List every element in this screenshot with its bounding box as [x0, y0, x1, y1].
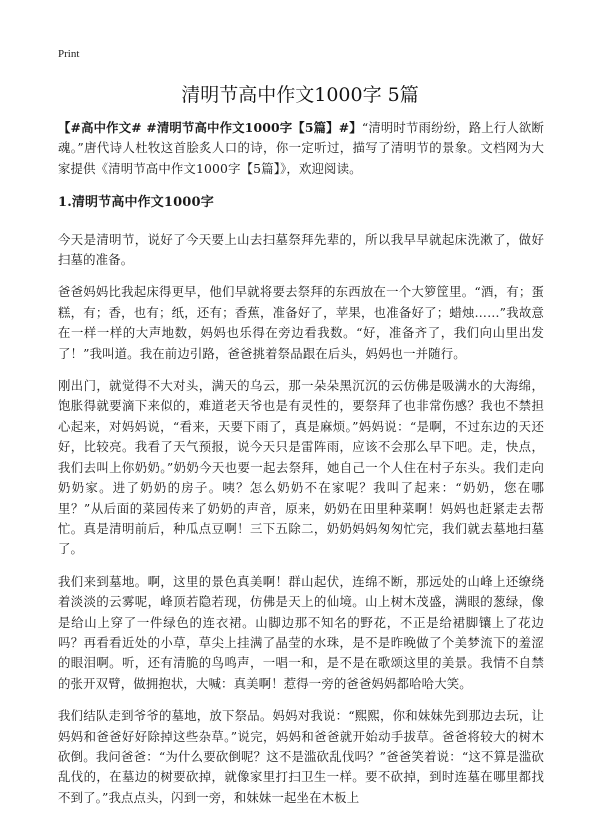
- document-body: [58, 118, 544, 820]
- section-heading: 1.清明节高中作文1000字: [58, 195, 214, 211]
- body-paragraph: 爸爸妈妈比我起床得更早，他们早就将要去祭拜的东西放在一个大箩筐里。“酒，有；蛋糕，有；香，也有；纸，还有；香蕉，准备好了，苹果，也准备好了；蜡烛……”我故意在一样一样的大声地数，妈妈也乐得在旁边看我数。“好，准备齐了，我们向山里出发了！”我叫道。我在前边引路，爸爸挑着祭品跟在后头，妈妈也一并随行。: [58, 284, 544, 361]
- body-paragraph: 刚出门，就觉得不大对头，满天的乌云，那一朵朵黑沉沉的云仿佛是吸满水的大海绵，饱胀得就要滴下来似的，难道老天爷也是有灵性的，要祭拜了也非常伤感？我也不禁担心起来，对妈妈说，“看来，天要下雨了，真是麻烦。”妈妈说：“是啊，不过东边的天还好，比较亮。我看了天气预报，说今天只是雷阵雨，应该不会那么早下吧。走，快点，我们去叫上你奶奶。”奶奶今天也要一起去祭拜，她自己一个人住在村子东头。我们走向奶奶家。进了奶奶的房子。咦？怎么奶奶不在家呢？我叫了起来：“奶奶，您在哪里？”从后面的菜园传来了奶奶的声音，原来，奶奶在田里种菜啊！妈妈也赶紧走去帮忙。真是清明前后，种瓜点豆啊！三下五除二，奶奶妈妈匆匆忙完，我们就去墓地扫墓了。: [58, 378, 544, 557]
- body-paragraph: 我们来到墓地。啊，这里的景色真美啊！群山起伏，连绵不断，那远处的山峰上还缭绕着淡淡的云雾呢，峰顶若隐若现，仿佛是天上的仙境。山上树木茂盛，满眼的葱绿，像是给山上穿了一件绿色的连衣裙。山脚边那不知名的野花，不正是给裙脚镶上了花边吗？再看看近处的小草，草尖上挂满了晶莹的水珠，是不是昨晚做了个美梦流下的羞涩的眼泪啊。听，还有清脆的鸟鸣声，一唱一和，是不是在歌颂这里的美景。我情不自禁的张开双臂，做拥抱状，大喊：真美啊！惹得一旁的爸爸妈妈都哈哈大笑。: [58, 573, 544, 691]
- body-paragraph: 今天是清明节，说好了今天要上山去扫墓祭拜先辈的，所以我早早就起床洗漱了，做好扫墓的准备。: [58, 231, 544, 268]
- intro-tag: 【#高中作文# #清明节高中作文1000字【5篇】#】: [58, 120, 362, 135]
- intro-text: “清明时节雨纷纷，路上行人欲断魂。”唐代诗人杜牧这首脍炙人口的诗，你一定听过，描写了清明节的景象。文档网为大家提供《清明节高中作文1000字【5篇】》，欢迎阅读。: [58, 120, 544, 176]
- body-paragraph: 我们结队走到爷爷的墓地，放下祭品。妈妈对我说：“熙熙，你和妹妹先到那边去玩，让妈妈和爸爸好好除掉这些杂草。”说完，妈妈和爸爸就开始动手拔草。爸爸将较大的树木砍倒。我问爸爸：“为什么要砍倒呢？这不是滥砍乱伐吗？”爸爸笑着说：“这不算是滥砍乱伐的，在墓边的树要砍掉，就像家里打扫卫生一样。要不砍掉，到时连墓在哪里都找不到了。”我点点头，闪到一旁，和妹妹一起坐在木板上: [58, 708, 544, 805]
- print-label[interactable]: Print: [58, 48, 80, 60]
- intro-paragraph: [58, 118, 544, 179]
- page-title: 清明节高中作文1000字 5篇: [181, 84, 419, 106]
